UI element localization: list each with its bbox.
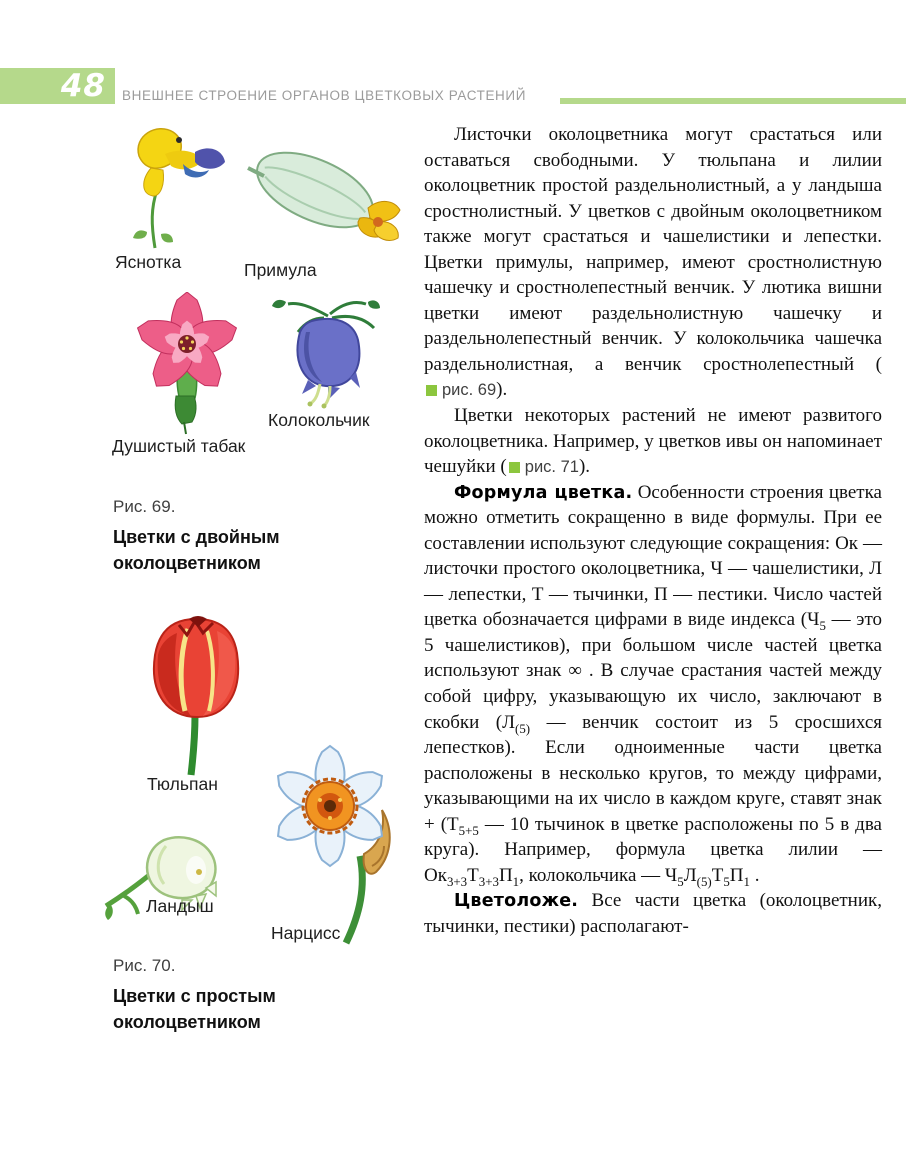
formula-subscript: 5+5	[458, 822, 479, 838]
page-number-box	[0, 68, 115, 104]
flower-illustration-narciss	[248, 738, 416, 948]
green-square-icon	[426, 385, 437, 396]
formula-subscript: 3+3	[446, 873, 468, 889]
formula-subscript: 1	[743, 873, 750, 889]
paragraph: Цветоложе. Все части цветка (околоцветник, тычинки, пестики) располагают-	[424, 890, 882, 937]
flower-illustration-dushisty-tabak	[100, 292, 275, 437]
paragraph: Формула цветка. Особенности строения цветка можно отметить сокращенно в виде формулы. При ее составлении используют следующие сокращения: Ок — листочки простого околоцветника, Ч — чашелистики, Л — лепестки, Т — тычинки, П — пестики. Число частей цветка обозначается цифрами в виде индекса ($Ч_5$ — это 5 чашелистиков), при большом числе частей цветка используют знак ∞ . В случае срастания частей между собой цифру, указывающую их число, заключают в скобки ($Л_{(5)}$ — венчик состоит из 5 сросшихся лепестков). Если одноименные части цветка расположены в несколько кругов, то между цифрами, указывающими на их число в каждом круге, ставят знак + ($Т_{5+5}$ — 10 тычинок в цветке расположены по 5 в два круга). Например, формула цветка лилии — $Ок_{3+3}Т_{3+3}П_1$, колокольчика — $Ч_5Л_{(5)}Т_5П_1$ .	[424, 481, 882, 889]
figure-69-caption	[113, 497, 298, 576]
flower-label-dushisty-tabak: Душистый табак	[112, 436, 246, 456]
flower-illustration-yasnotka	[95, 120, 245, 252]
header-green-rule	[560, 98, 906, 104]
formula-subscript: 1	[512, 873, 520, 889]
running-head: ВНЕШНЕЕ СТРОЕНИЕ ОРГАНОВ ЦВЕТКОВЫХ РАСТЕНИЙ	[122, 88, 527, 103]
figure-reference: рис. 69	[424, 381, 496, 399]
flower-label-landysh: Ландыш	[146, 896, 214, 916]
formula-subscript: 5	[819, 618, 826, 634]
formula-subscript: (5)	[696, 873, 712, 889]
formula-subscript: 5	[723, 873, 730, 889]
figure-69-caption-title: Цветки с двойным околоцветником	[113, 527, 280, 574]
flower-label-narciss: Нарцисс	[271, 923, 341, 943]
figure-reference: рис. 71	[507, 458, 579, 476]
flower-label-yasnotka: Яснотка	[115, 252, 182, 272]
flower-illustration-kolokolchik	[250, 296, 400, 411]
page-number: 48	[60, 68, 106, 104]
article-text-column	[424, 122, 882, 940]
figure-70-caption	[113, 956, 298, 1035]
formula-subscript: 5	[677, 873, 684, 889]
flower-label-tulpan: Тюльпан	[147, 774, 218, 794]
green-square-icon	[509, 462, 520, 473]
formula-subscript: 3+3	[478, 873, 499, 889]
figure-69-caption-number: Рис. 69.	[113, 497, 176, 516]
section-lead-in: Формула цветка.	[454, 482, 633, 503]
flower-illustration-primula	[240, 140, 415, 262]
figure-70-caption-number: Рис. 70.	[113, 956, 176, 975]
formula-subscript: (5)	[515, 720, 531, 736]
paragraph: Цветки некоторых растений не имеют развитого околоцветника. Например, у цветков ивы он напоминает чешуйки ( рис. 71).	[424, 405, 882, 478]
flower-label-kolokolchik: Колокольчик	[268, 410, 370, 430]
flower-label-primula: Примула	[244, 260, 317, 280]
section-lead-in: Цветоложе.	[454, 891, 579, 912]
paragraph: Листочки околоцветника могут срастаться или оставаться свободными. У тюльпана и лилии околоцветник простой раздельнолистный, а у ландыша сростнолистный. У цветков с двойным околоцветником также могут срастаться и чашелистики и лепестки. Цветки примулы, например, имеют сростнолистную чашечку и сростнолепестный венчик. У лютика вишни цветки имеют раздельнолистную чашечку и раздельнолепестный венчик. У колокольчика чашечка раздельнолистная, а венчик сростнолепестный (рис. 69).	[424, 124, 882, 401]
figure-70-caption-title: Цветки с простым околоцветником	[113, 986, 276, 1033]
